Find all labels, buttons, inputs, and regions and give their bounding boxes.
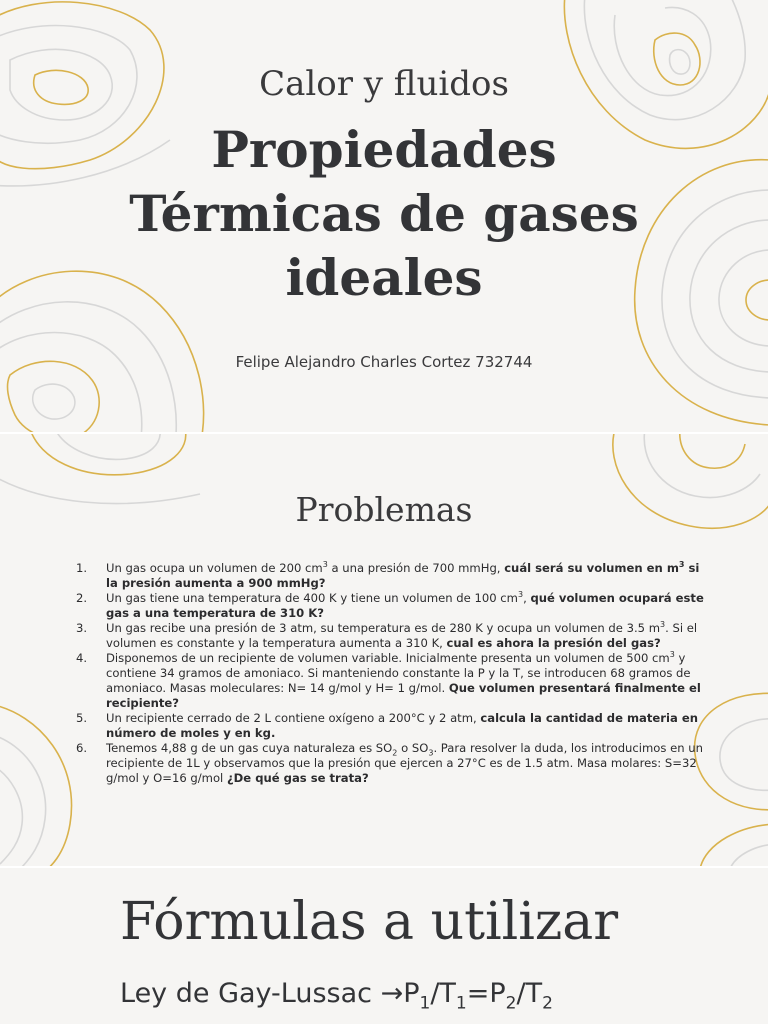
formulas-slide	[0, 868, 768, 1024]
subscript: 2	[505, 993, 517, 1014]
item-number: 6.	[76, 741, 88, 755]
problem-question: qué volumen ocupará este gas a una temperatura de 310 K?	[106, 591, 704, 620]
list-item	[60, 591, 712, 621]
problem-text: Un gas tiene una temperatura de 400 K y tiene un volumen de 100 cm	[106, 591, 518, 605]
list-item	[60, 561, 712, 591]
problem-text: Un gas recibe una presión de 3 atm, su temperatura es de 280 K y ocupa un volumen de 3.5 m	[106, 621, 661, 635]
problem-text: Disponemos de un recipiente de volumen variable. Inicialmente presenta un volumen de 500 cm	[106, 651, 670, 665]
item-number: 1.	[76, 561, 88, 575]
problem-text: a una presión de 700 mmHg,	[327, 561, 505, 575]
item-number: 2.	[76, 591, 88, 605]
problem-text: y contiene 34 gramos de amoniaco. Si manteniendo constante la P y la T, se introducen 68 gramos de amoniaco. Masas moleculares: N= 14 g/mol y H= 1 g/mol.	[106, 651, 691, 695]
subscript: 1	[455, 993, 467, 1014]
title-slide	[0, 0, 768, 432]
problem-text: Tenemos 4,88 g de un gas cuya naturaleza es SO	[106, 741, 393, 755]
item-number: 3.	[76, 621, 88, 635]
section-heading: Problemas	[295, 490, 473, 529]
problem-question: Que volumen presentará finalmente el recipiente?	[106, 681, 701, 710]
list-item	[60, 651, 712, 711]
section-heading: Fórmulas a utilizar	[120, 892, 619, 952]
item-number: 5.	[76, 711, 88, 725]
problem-question: calcula la cantidad de materia en número de moles y en kg.	[106, 711, 698, 740]
subscript: 2	[542, 993, 553, 1014]
superscript: 3	[660, 620, 666, 630]
list-item	[60, 621, 712, 651]
title-line: Térmicas de gases	[129, 184, 639, 243]
superscript: 3	[322, 560, 328, 570]
problem-text: o SO	[397, 741, 429, 755]
superscript: 3	[517, 590, 524, 600]
page-title	[0, 118, 768, 310]
problem-text: ,	[523, 591, 531, 605]
problem-question: cual es ahora la presión del gas?	[446, 636, 661, 650]
formula-part: /T	[430, 978, 456, 1009]
list-item	[60, 711, 712, 741]
title-line: ideales	[285, 248, 483, 307]
subscript: 1	[419, 993, 431, 1014]
problems-slide	[0, 434, 768, 866]
problems-list	[60, 561, 712, 786]
list-item	[60, 741, 712, 786]
author-line: Felipe Alejandro Charles Cortez 732744	[235, 353, 533, 371]
subscript: 3	[428, 748, 434, 758]
gay-lussac-formula	[120, 978, 553, 1014]
law-name: Ley de Gay-Lussac	[120, 978, 381, 1009]
problem-text: . Para resolver la duda, los introducimos en un recipiente de 1L y observamos que la presión que ejercen a 27°C es de 1.5 atm. Masa molares: S=32 g/mol y O=16 g/mol	[106, 741, 703, 785]
formula-part: =P	[466, 978, 506, 1009]
item-number: 4.	[76, 651, 88, 665]
problem-question: ¿De qué gas se trata?	[226, 771, 369, 785]
problem-text: . Si el volumen es constante y la temperatura aumenta a 310 K,	[106, 621, 698, 650]
formula-part: /T	[516, 978, 543, 1009]
superscript: 3	[678, 560, 685, 570]
problem-question: si la presión aumenta a 900 mmHg?	[106, 561, 700, 590]
course-subtitle: Calor y fluidos	[259, 64, 509, 104]
problem-text: Un gas ocupa un volumen de 200 cm	[106, 561, 323, 575]
subscript: 2	[392, 748, 398, 758]
superscript: 3	[669, 650, 675, 660]
arrow-icon: →	[380, 978, 404, 1009]
title-line: Propiedades	[211, 120, 557, 179]
problem-question: cuál será su volumen en m	[504, 561, 679, 575]
problem-text: Un recipiente cerrado de 2 L contiene oxígeno a 200°C y 2 atm,	[106, 711, 481, 725]
formula-part: P	[403, 978, 420, 1009]
